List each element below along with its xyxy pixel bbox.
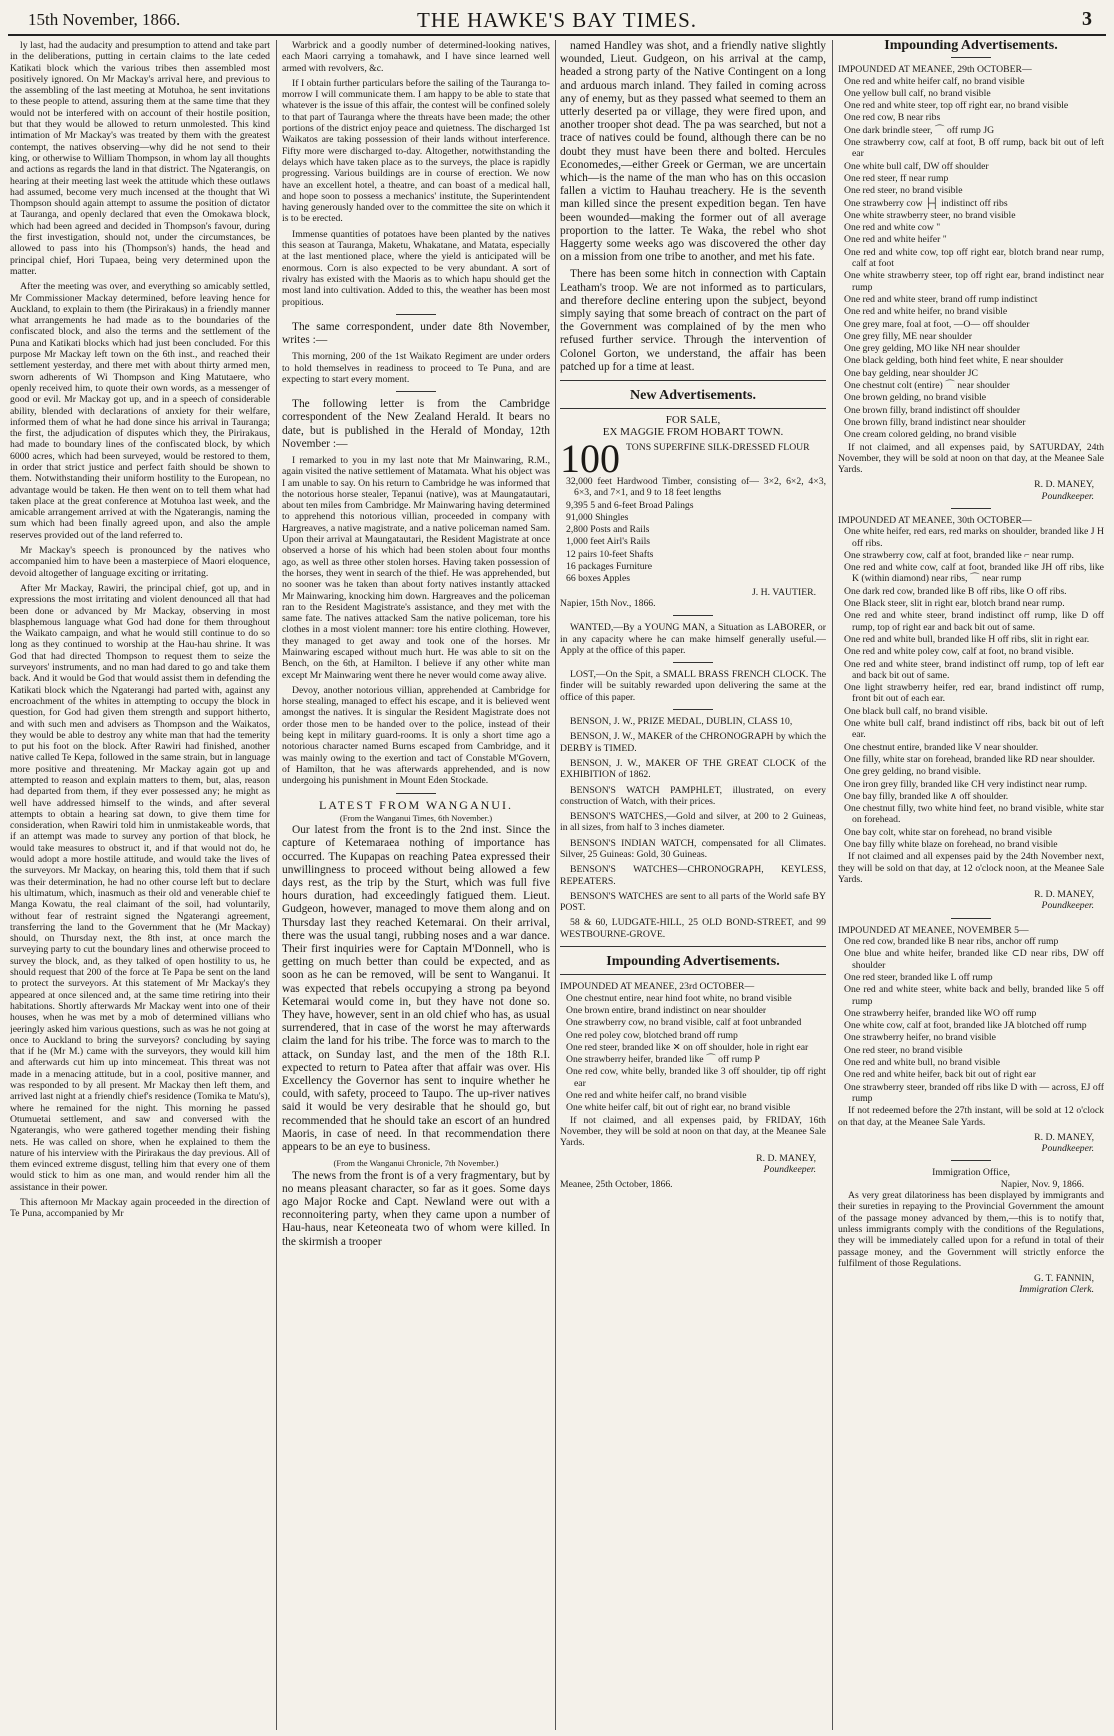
impound-item: One brown filly, brand indistinct off shoulder	[844, 404, 1020, 416]
column-2	[282, 40, 550, 1730]
impound-item: One grey gelding, no brand visible.	[844, 766, 981, 778]
article-paragraph: Mr Mackay's speech is pronounced by the natives who accompanied him to have been a masterpiece of Maori eloquence, devoid altogether of language exciting or irritating.	[10, 545, 270, 579]
impound-item: One red and white cow, top off right ear, blotch brand near rump, calf at foot	[844, 246, 1104, 270]
impound-item: One red and white heifer calf, no brand visible	[566, 1090, 747, 1102]
impound-item: One red cow, white belly, branded like 3 off shoulder, tip off right ear	[566, 1066, 826, 1089]
impound-item: One chestnut entire, branded like V near shoulder.	[844, 741, 1039, 753]
section-rule	[673, 615, 713, 616]
impound-role: Poundkeeper.	[1041, 490, 1094, 502]
impound-date: Meanee, 25th October, 1866.	[560, 1179, 673, 1191]
impound-notice	[838, 515, 1104, 912]
sale-advertisement	[560, 415, 826, 609]
impound-item: One red steer, no brand visible	[844, 185, 963, 197]
section-rule	[396, 391, 436, 392]
impound-item: One red poley cow, blotched brand off rump	[566, 1029, 738, 1041]
ad-item: 9,395 5 and 6-feet Broad Palings	[566, 499, 694, 511]
impound-item: One white heifer calf, bit out of right ear, no brand visible	[566, 1102, 791, 1114]
article-paragraph: The same correspondent, under date 8th November, writes :—	[282, 320, 550, 347]
impound-item: One red cow, B near ribs	[844, 112, 941, 124]
impound-item: One cream colored gelding, no brand visible	[844, 429, 1017, 441]
impound-item: One white strawberry steer, no brand visible	[844, 209, 1016, 221]
impound-item: One strawberry heifer, branded like WO off rump	[844, 1007, 1037, 1019]
impound-item: One blue and white heifer, branded like ⊂D near ribs, DW off shoulder	[844, 948, 1104, 971]
article-heading: LATEST FROM WANGANUI.	[319, 797, 513, 812]
impound-item: One Black steer, slit in right ear, blotch brand near rump.	[844, 598, 1065, 610]
impound-item: One white bull calf, brand indistinct off ribs, back bit out of left ear.	[844, 718, 1104, 741]
impound-item: One red steer, branded like L off rump	[844, 971, 993, 983]
impound-item: One red and white cow "	[844, 222, 941, 234]
column-4	[838, 40, 1104, 1730]
impound-signature: R. D. MANEY,	[1034, 1131, 1094, 1143]
article-paragraph: This morning, 200 of the 1st Waikato Regiment are under orders to hold themselves in readiness to proceed to Te Puna, and are expecting to start every moment.	[282, 351, 550, 385]
impound-item: One red and white heifer, back bit out of right ear	[844, 1069, 1036, 1081]
ad-item: 66 boxes Apples	[566, 573, 631, 585]
article-paragraph: After Mr Mackay, Rawiri, the principal chief, got up, and in expressions the most irritating and violent denounced all that had been done or advanced by Mr Mackay, observing in most blasphemous language what God had done for them throughout the Waikato campaign, and what he would still continue to do so long as they continued to worship at the Hau-hau shrine. It was God that had directed Thompson to request them to seize the surveyors' instruments, and no man had dared to go and take them back. And it would be God that would assist them in defending the Katikati block which the Ngaterangi had parted with, against any encroachment of the whites in attempting to occupy the block in question, for God had given them strength and support hitherto, and with such men and advisers as Thompson and the Waikatos, they would be able to destroy any white man that had the temerity to put his foot on the block. After Rawiri had finished, another native called Te Kepa, followed in the same strain, but in language more positive and threatening. Mr Mackay again got up and attempted to reason and explain matters to them, but, alas, reason had departed from them, if they ever possessed any; he might as well have addressed himself to the winds, and after several attempts to obtain a hearing sat down, to give them time for consideration, when Rawiri told him in unmistakeable words, that if an attempt was made to survey any portion of that block, he would take measures to obstruct it, and if that would not do, he would adopt a more hostile attitude, and would take the lives of the surveyors. Mr Mackay, on hearing this, told them that if such was their determination, he had no other course left but to declare his ultimatum, which, inasmuch as their old and venerable chief te Manga Kowatu, the real claimant of the soil, had voluntarily, without fear of restraint signed the Ngaterangi agreement, transferring the land to the Government that he (Mr Mackay) should, on Thursday next, the 8th inst, at once march the surveying party to cut the boundary lines and otherwise proceed to survey the block, and, as they talked of open hostility to us, he should request that 200 of the force at Te Papa be sent on the land to protect the surveyors. At this statement of Mr Mackay's they appeared at once silenced and, at the same time retiring into their habitations. Shortly afterwards Mr Mackay went into one of their houses, when he was met by a mob of determined villians who jeeringly asked him various questions, such as was he not going at once to Auckland to bring the surveyors? concluding by saying that if he (Mr M.) came with the surveyors, they would kill him and afterwards cut him up into mincemeat. This threat was not made in a menacing attitude, but in a cool, positive manner, and was responded to by all present. Mr Mackay then left them, and arrived last night at a friendly chief's residence (Tomika te Matu's), where he remained for the night. This morning he passed Otumuetai settlement, and saw and conversed with the Ngaterangis, who were gathered together mending their fishing nets. He was called on shore, when he explained to them the nature of his interview with the Pirirakaus the day previous. All of them evinced extreme disgust, telling him that every one of them would stick to him as one man, and would render him all the assistance in their power.	[10, 582, 270, 1193]
impound-item: One chestnut filly, two white hind feet, no brand visible, white star on forehead.	[844, 803, 1104, 826]
impound-item: One brown entire, brand indistinct on near shoulder	[566, 1004, 767, 1016]
ad-item: 1,000 feet Airl's Rails	[566, 536, 651, 548]
impound-footer: If not claimed, and all expenses paid, by SATURDAY, 24th November, they will be sold at noon on that day, at the Meanee Sale Yards.	[838, 441, 1104, 476]
section-heading: Impounding Advertisements.	[884, 40, 1058, 53]
impound-item: One strawberry heifer, no brand visible	[844, 1032, 996, 1044]
impound-item: One grey gelding, MO like NH near shoulder	[844, 343, 1020, 355]
column-1	[10, 40, 270, 1730]
ad-date: Napier, 15th Nov., 1866.	[560, 597, 656, 609]
impound-item: One red and white poley cow, calf at foot, no brand visible.	[844, 646, 1074, 658]
article-source: (From the Wanganui Times, 6th November.)	[339, 812, 493, 823]
impound-item: One red steer, branded like ✕ on off shoulder, hole in right ear	[566, 1041, 809, 1053]
impound-item: One yellow bull calf, no brand visible	[844, 87, 991, 99]
immigration-office: Immigration Office,	[932, 1167, 1010, 1179]
article-source: (From the Wanganui Chronicle, 7th November.)	[333, 1158, 499, 1169]
article-paragraph: The following letter is from the Cambridge correspondent of the New Zealand Herald. It bears no date, but is published in the Herald of Monday, 12th November :—	[282, 398, 550, 450]
impound-footer: If not redeemed before the 27th instant, will be sold at 12 o'clock on that day, at the Meanee Sale Yards.	[838, 1105, 1104, 1128]
immigration-notice	[838, 1167, 1104, 1295]
impound-footer: If not claimed, and all expenses paid, by FRIDAY, 16th November, they will be sold at noon on that day, at the Meanee Sale Yards.	[560, 1114, 826, 1149]
article-paragraph: Our latest from the front is to the 2nd inst. Since the capture of Ketemaraea nothing of importance has occurred. The Kupapas on reaching Patea expressed their unwillingness to proceed without being allowed a few days rest, as the trip by the Sturt, which was full five hours duration, had exceedingly fatigued them. Lieut. Gudgeon, however, managed to move them along and on Thursday last they reached Ketemarai. On their arrival, there was the usual tangi, rubbing noses and a war dance. Their first inquiries were for Captain M'Donnell, who is getting on much better than could be expected, and as soon as he can be removed, will be sent to Wanganui. It was expected that rebels occupying a strong pa beyond Ketemarai would come in, but they have not done so. They have, however, sent in an old chief who has, as usual surrendered, that in case of the worst he may afterwards claim the land for his tribe. The force was to march to the attack, on Sunday last, and the men of the 18th R.I. expected to return to Patea after that affair was over. His Excellency the Governor has sent to inquire whether he could, with safety, proceed to Taupo. The up-river natives said it would be very desirable that he should go, but recommended that he should take an escort of an hundred Maoris, in case of need. In that recommendation there appears to be an eye to business.	[282, 824, 550, 1154]
impound-item: One red and white bull, branded like H off ribs, slit in right ear.	[844, 633, 1090, 645]
ad-item: 32,000 feet Hardwood Timber, consisting of— 3×2, 6×2, 4×3, 6×3, and 7×1, and 9 to 18 feet lengths	[566, 475, 826, 499]
impound-item: One strawberry cow, calf at foot, B off rump, back bit out of left ear	[844, 137, 1104, 160]
impound-item: One brown gelding, no brand visible	[844, 392, 987, 404]
impound-heading: IMPOUNDED AT MEANEE, 29th OCTOBER—	[838, 64, 1032, 76]
impound-role: Poundkeeper.	[1041, 900, 1094, 912]
impound-signature: R. D. MANEY,	[1034, 479, 1094, 491]
section-rule	[951, 57, 991, 58]
impound-item: One bay colt, white star on forehead, no brand visible	[844, 826, 1052, 838]
impound-item: One red steer, no brand visible	[844, 1044, 963, 1056]
impound-item: One strawberry heifer, branded like ⌒ off rump P	[566, 1054, 760, 1066]
impound-heading: IMPOUNDED AT MEANEE, 30th OCTOBER—	[838, 514, 1032, 526]
impound-item: One red and white heifer "	[844, 234, 947, 246]
impound-footer: If not claimed and all expenses paid by the 24th November next, they will be sold on that day, at 12 o'clock noon, at the Meanee Sale Yards.	[838, 851, 1104, 885]
section-rule	[951, 918, 991, 919]
section-rule	[951, 508, 991, 509]
impound-item: One white strawberry steer, top off right ear, brand indistinct near rump	[844, 270, 1104, 293]
ad-item: 2,800 Posts and Rails	[566, 524, 650, 536]
ad-heading: EX MAGGIE FROM HOBART TOWN.	[602, 425, 784, 438]
impound-item: One bay filly, branded like ∧ off shoulder.	[844, 790, 1009, 802]
benson-ad: BENSON, J. W., MAKER of the CHRONOGRAPH by which the DERBY is TIMED.	[560, 731, 826, 754]
impound-item: One white cow, calf at foot, branded like JA blotched off rump	[844, 1020, 1087, 1032]
section-heading: Impounding Advertisements.	[606, 954, 780, 970]
immigration-text: As very great dilatoriness has been displayed by immigrants and their sureties in repaying to the Provincial Government the amount of the passage money advanced by them,—this is to notify that, unless immigrants comply with the conditions of the Regulations, they will be immediately called upon for a refund in total of their passage money, and the Government will strictly enforce the fulfilment of those Regulations.	[838, 1190, 1104, 1269]
benson-advertisements	[560, 716, 826, 940]
benson-ad: BENSON'S WATCH PAMPHLET, illustrated, on every construction of Watch, with their prices.	[560, 784, 826, 807]
impound-item: One red steer, ff near rump	[844, 172, 949, 184]
impound-item: One bay filly white blaze on forehead, no brand visible	[844, 839, 1058, 850]
issue-date: 15th November, 1866.	[28, 10, 181, 29]
article-paragraph: There has been some hitch in connection with Captain Leatham's troop. We are not informed as to particulars, and therefore decline entering upon the subject, beyond simply saying that some breach of contract on the part of the Government was complained of by the men who refused further service. Through the intervention of Colonel Gorton, we understand, the affair has been patched up for a time at least.	[560, 268, 826, 373]
article-paragraph: This afternoon Mr Mackay again proceeded in the direction of Te Puna, accompanied by Mr	[10, 1196, 270, 1220]
immigration-role: Immigration Clerk.	[1019, 1284, 1094, 1296]
impound-item: One bay gelding, near shoulder JC	[844, 367, 978, 379]
impound-signature: R. D. MANEY,	[1034, 889, 1094, 901]
ad-item: 16 packages Furniture	[566, 561, 653, 573]
impound-item: One white bull calf, DW off shoulder	[844, 160, 989, 172]
impound-notice	[560, 981, 826, 1190]
section-rule	[673, 662, 713, 663]
column-3	[560, 40, 826, 1730]
benson-ad: BENSON'S INDIAN WATCH, compensated for all Climates. Silver, 25 Guineas: Gold, 30 Guineas.	[560, 837, 826, 860]
impound-item: One grey mare, foal at foot, —O— off shoulder	[844, 318, 1030, 330]
impound-item: One iron grey filly, branded like CH very indistinct near rump.	[844, 778, 1088, 790]
impound-item: One filly, white star on forehead, branded like RD near shoulder.	[844, 753, 1095, 765]
impound-item: One red and white heifer calf, no brand visible	[844, 75, 1025, 87]
impound-item: One brown filly, brand indistinct near shoulder	[844, 416, 1026, 428]
immigration-date: Napier, Nov. 9, 1866.	[1000, 1178, 1084, 1190]
impound-item: One red and white steer, brand indistinct off rump, like D off rump, top of right ear and back bit out of same.	[844, 610, 1104, 633]
impound-item: One strawberry steer, branded off ribs like D with — across, EJ off rump	[844, 1081, 1104, 1104]
section-rule	[951, 1160, 991, 1161]
article-paragraph: ly last, had the audacity and presumption to attend and take part in the deliberations, putting in certain claims to the late ceded Katikati block which the various tribes then assembled most positively ignored. On Mr Mackay's arrival here, and previous to the assembling of the last meeting at Motuhoa, he sent invitations to these people to attend, assuring them at the same time that they would not be interfered with on account of their hostile position, but that they would be allowed to return unmolested. This kind intimation of Mr Mackay's was treated by them with the greatest contempt, the natives observing—why did he not send to their king, or otherwise to William Thompson, in whom lay all thoughts and actions as regards the land in that district. The Ngaterangis, on hearing at their meeting last week the attitude which these outlaws had assumed, become very much incensed at the thought that Wi Thompson should again attempt to assume the position of dictator at Tauranga, and openly declared that even the Omokawa block, which had been agreed and decided in Thompson's favour, during the first investigation, should not, under the circumstances, be allowed to pass into his (Thompson's) hands, the head and principal chief, Hori Tupaea, being very determined upon the matter.	[10, 40, 270, 277]
section-rule	[396, 793, 436, 794]
impound-heading: IMPOUNDED AT MEANEE, NOVEMBER 5—	[838, 924, 1029, 936]
impound-item: One red and white bull, no brand visible	[844, 1057, 1001, 1069]
page-number: 3	[1082, 8, 1092, 30]
wanted-advertisement: WANTED,—By a YOUNG MAN, a Situation as LABORER, or in any capacity where he can make himself generally useful.—Apply at the office of this paper.	[560, 622, 826, 656]
impound-role: Poundkeeper.	[1041, 1143, 1094, 1155]
column-rule	[555, 40, 556, 1730]
article-paragraph: The news from the front is of a very fragmentary, but by no means pleasant character, so far as it goes. Some days ago Major Rocke and Capt. Newland were out with a reconnoitering party, when they came upon a number of Hau-haus, near Keteoneata two of whom were killed. In the skirmish a trooper	[282, 1169, 550, 1248]
ad-item: 12 pairs 10-feet Shafts	[566, 548, 654, 560]
impound-item: One strawberry cow, calf at foot, branded like ⌐ near rump.	[844, 549, 1074, 561]
impound-item: One red cow, branded like B near ribs, anchor off rump	[844, 936, 1059, 948]
impound-item: One light strawberry heifer, red ear, brand indistinct off rump, front bit out of each ear.	[844, 682, 1104, 705]
page-header	[8, 4, 1106, 36]
impound-signature: R. D. MANEY,	[756, 1152, 816, 1164]
impound-item: One red and white cow, calf at foot, branded like JH off ribs, like K (within diamond) near ribs, ⌒ near rump	[844, 562, 1104, 585]
impound-item: One red and white heifer, no brand visible	[844, 306, 1008, 318]
article-paragraph: If I obtain further particulars before the sailing of the Tauranga to-morrow I will communicate them. I am happy to be able to state that whatever is the issue of this affair, the contest will be confined solely to that part of Tauranga where the threats have been made; the other portions of the district enjoy peace and quietness. The discharged 1st Waikatos are taking possession of their lands without interference. Fifty more were discharged to-day. Altogether, notwithstanding the delays which have taken place as to the surveys, the place is rapidly progressing. Various buildings are in course of erection. We now have an excellent hotel, a theatre, and can boast of a medical hall, and hope soon to possess a mechanics' institute, the Superintendent having generously handed over to the committee the site on which it is to be erected.	[282, 77, 550, 225]
impound-item: One grey filly, ME near shoulder	[844, 330, 972, 342]
impound-item: One red and white steer, white back and belly, branded like 5 off rump	[844, 984, 1104, 1007]
benson-ad: BENSON'S WATCHES—CHRONOGRAPH, KEYLESS, REPEATERS.	[560, 864, 826, 887]
article-paragraph: I remarked to you in my last note that Mr Mainwaring, R.M., again visited the native settlement of Matamata. What his object was I am unable to say. On his return to Cambridge he was informed that the notorious horse stealer, Tepanui (native), was at Maungatautari, about ten miles from Cambridge. Mr Mainwaring having determined to apprehend this notorious villian, proceeded in company with Hargreaves, a native magistrate, and a native policeman named Sam. Upon their arrival at Maungatautari, the Resident Magistrate at once observed a horse of his which had been stolen about four months ago, as well as three other stolen horses. Having taken possession of the horses, they went in search of the thief. He was apprehended, but no sooner was he taken than about forty natives instantly attacked Mr Mainwaring, knocking him down. Hargreaves and the policeman ran to the Resident Magistrate's assistance, and they met with the same fate. The natives attacked Sam the native policeman, tore his clothes in a most violent manner: tore his entire clothing. However, they managed to get away and took one of the horses. Mr Mainwaring escaped without much hurt. He was able to sit on the Bench, on the 6th, at Hamilton. I believe if any other white man except Mr Mainwaring went there he never would come away alive.	[282, 454, 550, 681]
impound-item: One dark brindle steer, ⌒ off rump JG	[844, 124, 995, 136]
impound-item: One strawberry cow, no brand visible, calf at foot unbranded	[566, 1017, 802, 1029]
article-paragraph: Immense quantities of potatoes have been planted by the natives this season at Tauranga, Maketu, Whakatane, and Matata, especially at the last mentioned place, where the yield is anticipated will be enormous. Corn is also expected to be very abundant. A sort of rivalry has existed with the Maoris as to which hapu should get the most land into cultivation. Added to this, the weather has been most propitious.	[282, 228, 550, 308]
ad-heading: FOR SALE,	[665, 414, 721, 427]
impound-item: One red and white steer, brand indistinct off rump, top of left ear and back bit out of same.	[844, 658, 1104, 681]
impound-item: One black gelding, both hind feet white, E near shoulder	[844, 355, 1064, 367]
immigration-signature: G. T. FANNIN,	[1033, 1273, 1094, 1285]
benson-ad: BENSON, J. W., PRIZE MEDAL, DUBLIN, CLASS 10,	[570, 716, 793, 728]
impound-item: One chestnut colt (entire) ⌒ near shoulder	[844, 380, 1010, 392]
impound-item: One dark red cow, branded like B off ribs, like O off ribs.	[844, 585, 1067, 597]
ad-line: TONS SUPERFINE SILK-DRESSED FLOUR	[626, 441, 810, 453]
benson-ad: BENSON'S WATCHES,—Gold and silver, at 200 to 2 Guineas, in all sizes, from half to 3 inches diameter.	[560, 811, 826, 834]
ad-signature: J. H. VAUTIER.	[752, 586, 816, 598]
article-paragraph: Devoy, another notorious villian, apprehended at Cambridge for horse stealing, managed to effect his escape, and it is believed went amongst the natives. It is singular the Resident Magistrate does not order those men to be handed over to the police, instead of their being kept in military guard-rooms. It is only a short time ago a notorious character named Burns escaped from Cambridge, and it was mainly owing to the exertion and tact of Constable M'Govern, of Hamilton, that he was afterwards apprehended, and is now undergoing his punishment in Mount Eden Stockade.	[282, 684, 550, 787]
article-paragraph: After the meeting was over, and everything so amicably settled, Mr Commissioner Mackay determined, before leaving hence for Auckland, to explain to them (the Pirirakaus) in a friendly manner what arrangements he had made as to the boundaries of the confiscated block, and also the terms and the settlement of the Puna and Katikati blocks which had just been concluded. For this purpose Mr Mackay left town on the 6th inst., and reached their settlement yesterday, and there met with about thirty armed men, sworn adherents of Wi Thompson and King Matutaere, who openly received him, to quote their own words, as a messenger of good or evil. Mr Mackay got up, and in a speech of considerable ability, blended with declarations of anxiety for their welfare, informed them of what he had done since his arrival in Tauranga; the first, the adjudication of disputes which they, the Pirirakaus, had made to boundary lines of the confiscated block, by which 6000 acres, which had been surveyed, would be restored to them, in order that strict justice and perfect faith should be shown to them. Notwithstanding their uniform hostility to the European, no advantage would be taken. He then went on to tell them what had taken place at the great conference at Motuhoa last week, and the amicable arrangement arrived at with the Ngaterangis, naming the sum which had been finally agreed upon, and also the ample reserves provided out of the land referred to.	[10, 281, 270, 541]
impound-notice	[838, 64, 1104, 502]
impound-role: Poundkeeper.	[763, 1163, 816, 1175]
impound-item: One strawberry cow ├┤ indistinct off ribs	[844, 197, 1008, 209]
impound-item: One red and white steer, brand off rump indistinct	[844, 293, 1038, 305]
impound-item: One chestnut entire, near hind foot white, no brand visible	[566, 992, 792, 1004]
benson-ad: BENSON, J. W., MAKER OF THE GREAT CLOCK of the EXHIBITION of 1862.	[560, 757, 826, 781]
section-heading: New Advertisements.	[630, 388, 756, 404]
impound-item: One black bull calf, no brand visible.	[844, 705, 988, 717]
benson-ad: 58 & 60, LUDGATE-HILL, 25 OLD BOND-STREET, and 99 WESTBOURNE-GROVE.	[560, 917, 826, 940]
benson-ad: BENSON'S WATCHES are sent to all parts of the World safe BY POST.	[560, 890, 826, 914]
impound-item: One red and white steer, top off right ear, no brand visible	[844, 100, 1069, 112]
column-rule	[276, 40, 277, 1730]
ad-big-number: 100	[560, 435, 620, 481]
impound-item: One white heifer, red ears, red marks on shoulder, branded like J H off ribs.	[844, 526, 1104, 549]
section-rule	[396, 314, 436, 315]
article-paragraph: Warbrick and a goodly number of determined-looking natives, each Maori carrying a tomahawk, and I have since learned well armed with revolvers, &c.	[282, 40, 550, 74]
impound-heading: IMPOUNDED AT MEANEE, 23rd OCTOBER—	[560, 981, 755, 993]
section-rule	[673, 709, 713, 710]
article-paragraph: named Handley was shot, and a friendly native slightly wounded, Lieut. Gudgeon, on his arrival at the camp, headed a strong party of the Native Contingent on a long and arduous march inland. They failed in coming across any of enemy, but as they passed what seemed to them an utterly deserted pa or village, they were fired upon, and another trooper shot dead. The pa was searched, but not a trace of natives could be found, although there can be no doubt they must have been there and bolted. Hercules Economedes,—either Greek or German, we are uncertain which—is the name of the man who has on this occasion fallen a victim to Hauhau treachery. He is the seventh man killed since the present expedition began. Ten have been wounded—making the former out of all average proportion to the latter. Te Waka, the rebel who shot Haggerty some weeks ago was discovered the other day on a mission from one tribe to another, and met his fate.	[560, 40, 826, 264]
ad-item: 91,000 Shingles	[566, 511, 629, 523]
impound-notice	[838, 925, 1104, 1155]
lost-advertisement: LOST,—On the Spit, a SMALL BRASS FRENCH CLOCK. The finder will be suitably rewarded upon delivering the same at the office of this paper.	[560, 669, 826, 703]
newspaper-title: THE HAWKE'S BAY TIMES.	[417, 8, 697, 32]
column-rule	[832, 40, 833, 1730]
